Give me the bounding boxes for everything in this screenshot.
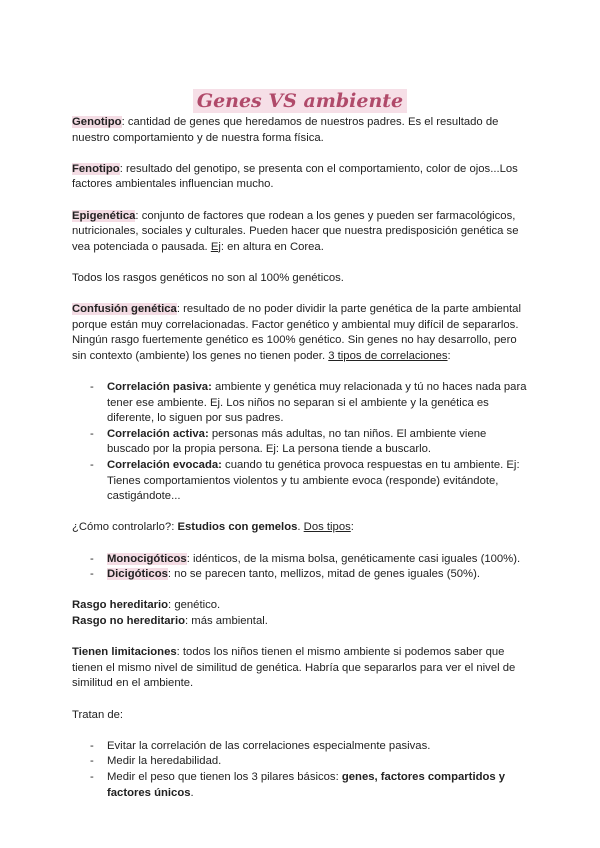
rasgos-paragraph: Todos los rasgos genéticos no son al 100% genéticos. — [72, 271, 344, 284]
list-item: - Correlación activa: personas más adultas, no tan niños. El ambiente viene buscado por la propia persona. Ej: La persona tiende a buscarlo. — [72, 427, 532, 458]
fenotipo-term: Fenotipo — [72, 162, 120, 175]
list-item: - Correlación pasiva: ambiente y genética muy relacionada y tú no haces nada para tener ese ambiente. Ej. Los niños no separan si el ambiente y la genética es diferente, lo siguen por sus padres. — [72, 380, 532, 427]
tratan-paragraph: Tratan de: — [72, 708, 124, 721]
list-item: - Dicigóticos: no se parecen tanto, mellizos, mitad de genes iguales (50%). — [72, 567, 532, 583]
confusion-paragraph: Confusión genética: resultado de no poder dividir la parte genética de la parte ambiental porque están muy correlacionadas. Factor genético y ambiental muy difícil de separarlos. Ningún rasgo fuertemente genético es 100% genético. Sin genes no hay desarrollo, pero sin contexto (ambiente) los genes no tienen poder. 3 tipos de correlaciones: — [72, 303, 521, 362]
hereditario-line: Rasgo hereditario: genético. — [72, 599, 221, 612]
no-hereditario-line: Rasgo no hereditario: más ambiental. — [72, 615, 268, 627]
correlaciones-link: 3 tipos de correlaciones — [328, 349, 448, 362]
fenotipo-paragraph: Fenotipo: resultado del genotipo, se presenta con el comportamiento, color de ojos...Los factores ambientales influencian mucho. — [72, 162, 518, 191]
epigenetica-paragraph: Epigenética: conjunto de factores que rodean a los genes y pueden ser farmacológicos, nutricionales, sociales y culturales. Pueden hacer que nuestra predisposición genética se vea potenciada o pausada. Ej: en altura en Corea. — [72, 209, 519, 253]
document-body — [72, 115, 532, 817]
list-item: - Correlación evocada: cuando tu genética provoca respuestas en tu ambiente. Ej: Tienes comportamientos violentos y tu ambiente evoca (responde) evitándote, castigándote... — [72, 458, 532, 505]
confusion-term: Confusión genética — [72, 303, 177, 316]
genotipo-term: Genotipo — [72, 116, 122, 128]
ej-link: Ej — [210, 240, 221, 253]
dos-tipos-link: Dos tipos — [303, 521, 351, 534]
list-item: - Monocigóticos: idénticos, de la misma bolsa, genéticamente casi iguales (100%). — [72, 552, 532, 568]
gemelos-list — [72, 552, 532, 583]
page-title: Genes VS ambiente — [0, 78, 600, 115]
list-item: - Evitar la correlación de las correlaciones especialmente pasivas. — [72, 739, 532, 755]
epigenetica-term: Epigenética — [72, 209, 136, 222]
genotipo-paragraph: Genotipo: cantidad de genes que heredamos de nuestros padres. Es el resultado de nuestro comportamiento y de nuestra forma física. — [72, 116, 499, 144]
control-paragraph: ¿Cómo controlarlo?: Estudios con gemelos. Dos tipos: — [72, 521, 354, 534]
list-item: - Medir la heredabilidad. — [72, 754, 532, 770]
objetivos-list — [72, 739, 532, 801]
limitaciones-paragraph: Tienen limitaciones: todos los niños tienen el mismo ambiente si podemos saber que tienen el mismo nivel de similitud de genética. Habría que separarlos para ver el nivel de similitud en el ambiente. — [72, 646, 516, 690]
list-item: - Medir el peso que tienen los 3 pilares básicos: genes, factores compartidos y factores únicos. — [72, 770, 532, 801]
correlaciones-list — [72, 380, 532, 505]
